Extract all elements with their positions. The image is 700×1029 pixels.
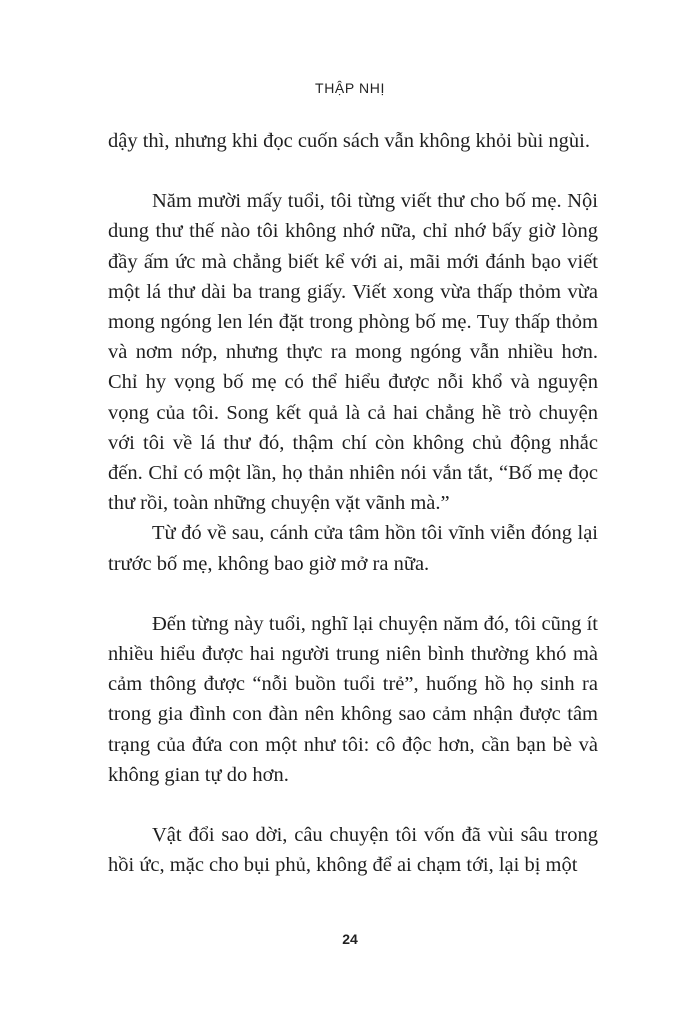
paragraph-letter-story: Năm mười mấy tuổi, tôi từng viết thư cho bố mẹ. Nội dung thư thế nào tôi không nhớ nữa, chỉ nhớ bấy giờ lòng đầy ấm ức mà chẳng biết kể với ai, mãi mới đánh bạo viết một lá thư dài ba trang giấy. Viết xong vừa thấp thỏm vừa mong ngóng len lén đặt trong phòng bố mẹ. Tuy thấp thỏm và nơm nớp, nhưng thực ra mong ngóng vẫn nhiều hơn. Chỉ hy vọng bố mẹ có thể hiểu được nỗi khổ và nguyện vọng của tôi. Song kết quả là cả hai chẳng hề trò chuyện với tôi về lá thư đó, thậm chí còn không chủ động nhắc đến. Chỉ có một lần, họ thản nhiên nói vắn tắt, “Bố mẹ đọc thư rồi, toàn những chuyện vặt vãnh mà.” xyxy=(108,190,598,515)
running-header: THẬP NHỊ xyxy=(315,80,385,96)
page-number: 24 xyxy=(342,931,358,947)
paragraph-closed-door: Từ đó về sau, cánh cửa tâm hồn tôi vĩnh viễn đóng lại trước bố mẹ, không bao giờ mở ra nữa. xyxy=(108,522,598,575)
paragraph-reflection: Đến từng này tuổi, nghĩ lại chuyện năm đó, tôi cũng ít nhiều hiểu được hai người trung niên bình thường khó mà cảm thông được “nỗi buồn tuổi trẻ”, huống hồ họ sinh ra trong gia đình con đàn nên không sao cảm nhận được tâm trạng của đứa con một như tôi: cô độc hơn, cần bạn bè và không gian tự do hơn. xyxy=(108,612,598,786)
paragraph-continuation: dậy thì, nhưng khi đọc cuốn sách vẫn không khỏi bùi ngùi. xyxy=(108,130,590,152)
paragraph-memory: Vật đổi sao dời, câu chuyện tôi vốn đã vùi sâu trong hồi ức, mặc cho bụi phủ, không để ai chạm tới, lại bị một xyxy=(108,824,598,877)
body-text xyxy=(108,126,598,880)
